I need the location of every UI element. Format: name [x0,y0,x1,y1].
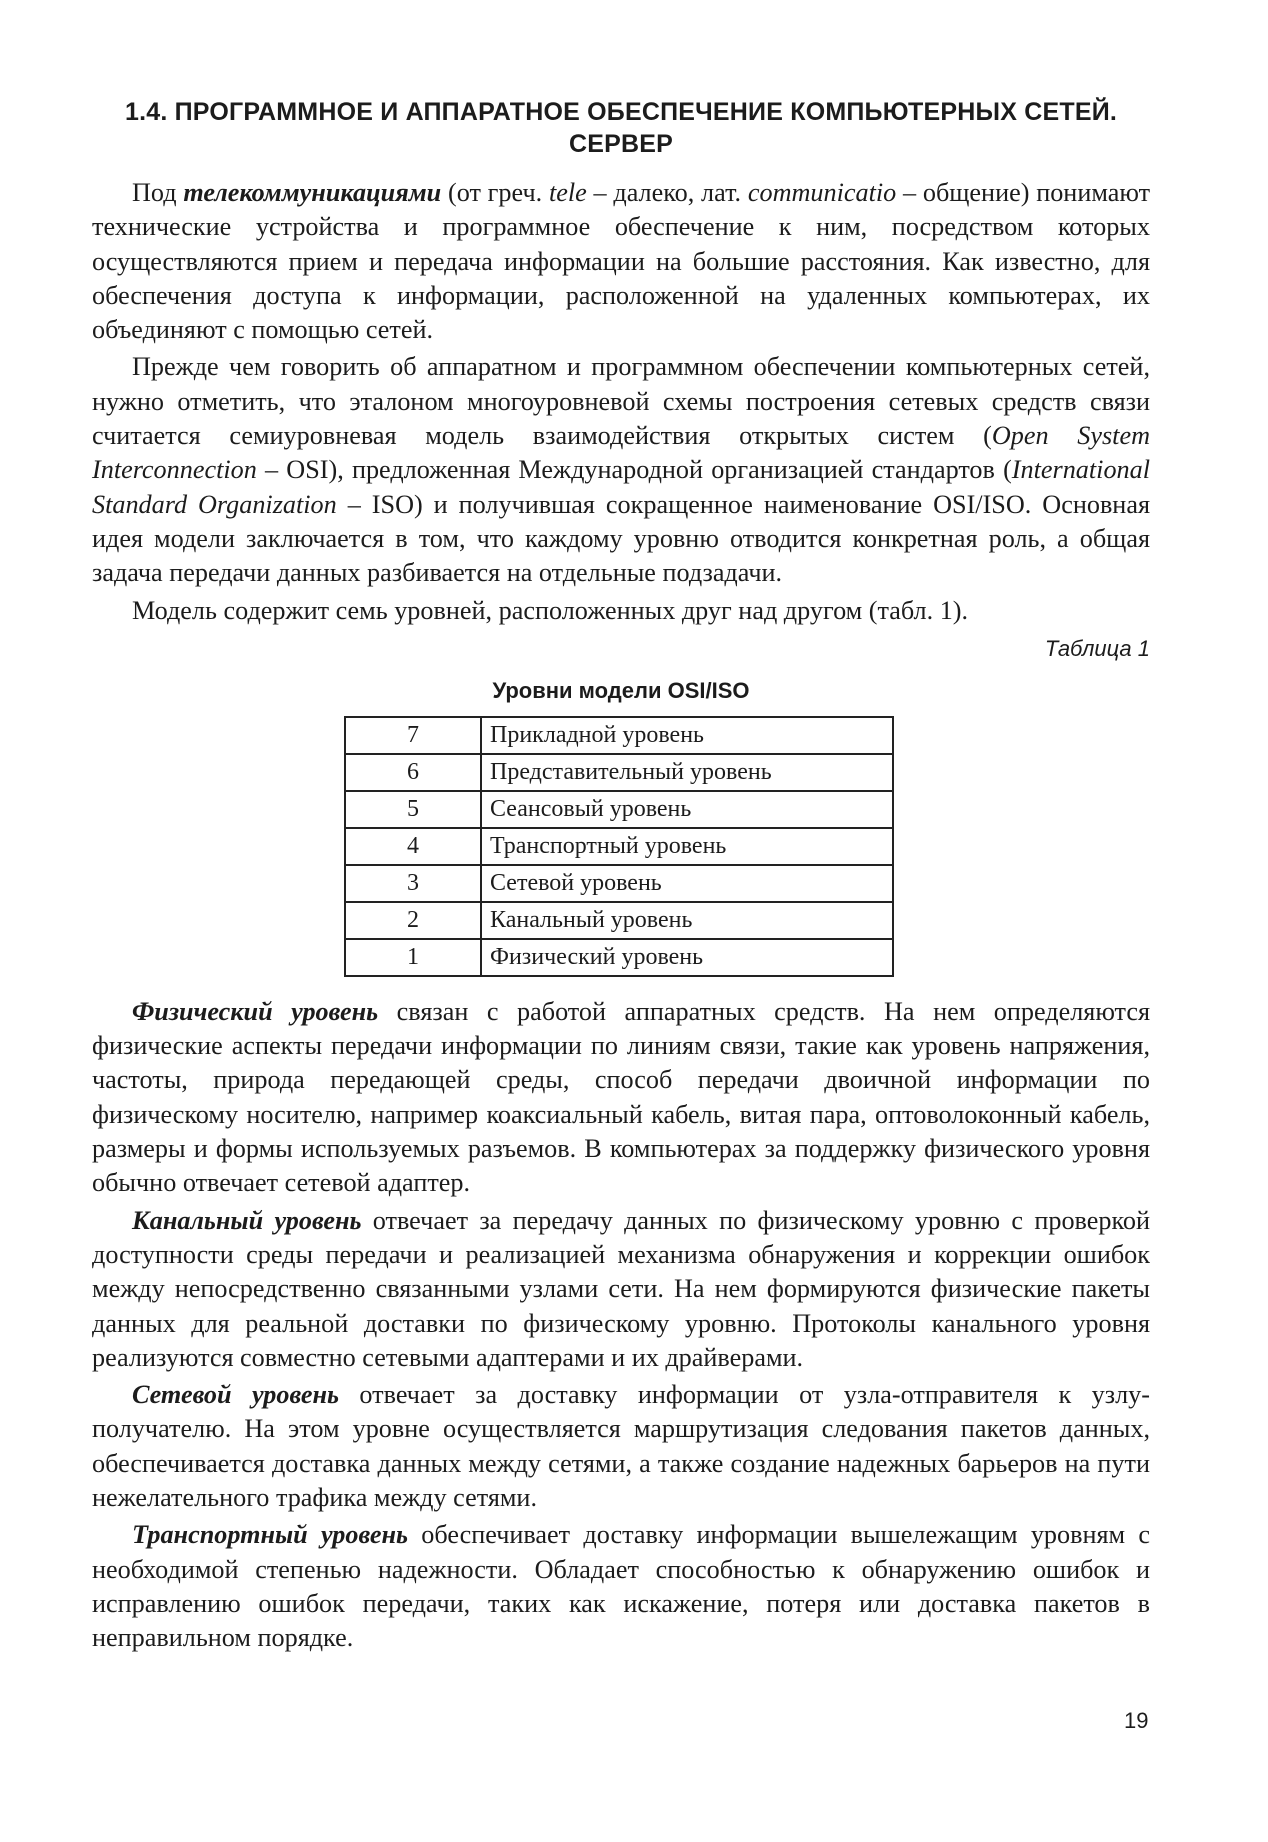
level-name: Сетевой уровень [481,865,893,902]
table-row [345,717,893,754]
level-number: 6 [345,754,481,791]
level-number: 4 [345,828,481,865]
table-title: Уровни модели OSI/ISO [492,677,750,703]
term-data-link-level: Канальный уровень [132,1205,362,1235]
term-telecommunications: телекоммуникациями [183,178,442,207]
term-network-level: Сетевой уровень [132,1380,339,1410]
paragraph-network-level: Сетевой уровень отвечает за доставку информации от узла-отправителя к узлу-получателю. На этом уровне осуществляется маршрутизация следования пакетов данных, обеспечивается доставка данных между сетями, а также создание надежных барьеров на пути нежелательного трафика между сетями. [92,1380,1150,1513]
level-name: Прикладной уровень [481,717,893,754]
paragraph-transport-level: Транспортный уровень обеспечивает доставку информации вышележащим уровням с необходимой степенью надежности. Обладает способностью к обнаружению ошибок и исправлению ошибок передачи, таких как искажение, потеря или доставка пакетов в неправильном порядке. [92,1520,1151,1653]
paragraph-seven-levels: Модель содержит семь уровней, расположенных друг над другом (табл. 1). [132,595,969,625]
level-number: 1 [345,939,481,976]
term-physical-level: Физический уровень [132,996,379,1026]
paragraph-physical-level: Физический уровень связан с работой аппаратных средств. На нем определяются физические аспекты передачи информации по линиям связи, такие как уровень напряжения, частоты, природа передающей среды, способ передачи двоичной информации по физическому носителю, например коаксиальный кабель, витая пара, оптоволоконный кабель, размеры и формы используемых разъемов. В компьютерах за поддержку физического уровня обычно отвечает сетевой адаптер. [92,996,1150,1198]
level-descriptions [92,995,1150,1656]
term-open-system-interconnection: Open System Interconnection [92,421,1150,485]
paragraph-data-link-level: Канальный уровень отвечает за передачу данных по физическому уровню с проверкой доступности среды передачи и реализацией механизма обнаружения и коррекции ошибок между непосредственно связанными узлами сети. На нем формируются физические пакеты данных для реальной доставки по физическому уровню. Протоколы канального уровня реализуются совместно сетевыми адаптерами и их драйверами. [92,1205,1150,1372]
table-caption: Таблица 1 [1044,635,1150,661]
word-communicatio: communicatio [747,178,897,207]
table-row [345,939,893,976]
level-name: Транспортный уровень [481,828,893,865]
section-heading [92,96,1150,160]
level-number: 5 [345,791,481,828]
level-number: 7 [345,717,481,754]
level-name: Сеансовый уровень [481,791,893,828]
level-name: Представительный уровень [481,754,893,791]
table-row [345,865,893,902]
osi-levels-table [344,716,894,977]
section-heading-line2: СЕРВЕР [568,130,673,158]
word-tele: tele [548,178,587,207]
table-row [345,902,893,939]
section-heading-line1: 1.4. ПРОГРАММНОЕ И АППАРАТНОЕ ОБЕСПЕЧЕНИЕ КОМПЬЮТЕРНЫХ СЕТЕЙ. [124,98,1118,126]
paragraph-telecom-definition: Под телекоммуникациями (от греч. tele – далеко, лат. communicatio – общение) понимают технические устройства и программное обеспечение к ним, посредством которых осуществляются прием и передача информации на большие расстояния. Как известно, для обеспечения доступа к информации, расположенной на удаленных компьютерах, их объединяют с помощью сетей. [92,178,1151,345]
level-name: Физический уровень [481,939,893,976]
paragraph-osi-model: Прежде чем говорить об аппаратном и программном обеспечении компьютерных сетей, нужно отметить, что эталоном многоуровневой схемы построения сетевых средств связи считается семиуровневая модель взаимодействия открытых систем (Open System Interconnection – OSI), предложенная Международной организацией стандартов (International Standard Organization – ISO) и получившая сокращенное наименование OSI/ISO. Основная идея модели заключается в том, что каждому уровню отводится конкретная роль, а общая задача передачи данных разбивается на отдельные подзадачи. [92,352,1150,588]
term-transport-level: Транспортный уровень [132,1520,408,1550]
page-number: 19 [1124,1708,1149,1733]
term-international-standard-organization: International Standard Organization [92,455,1150,519]
page-content [92,96,1150,1656]
level-number: 2 [345,902,481,939]
level-name: Канальный уровень [481,902,893,939]
table-row [345,791,893,828]
level-number: 3 [345,865,481,902]
table-row [345,754,893,791]
table-row [345,828,893,865]
